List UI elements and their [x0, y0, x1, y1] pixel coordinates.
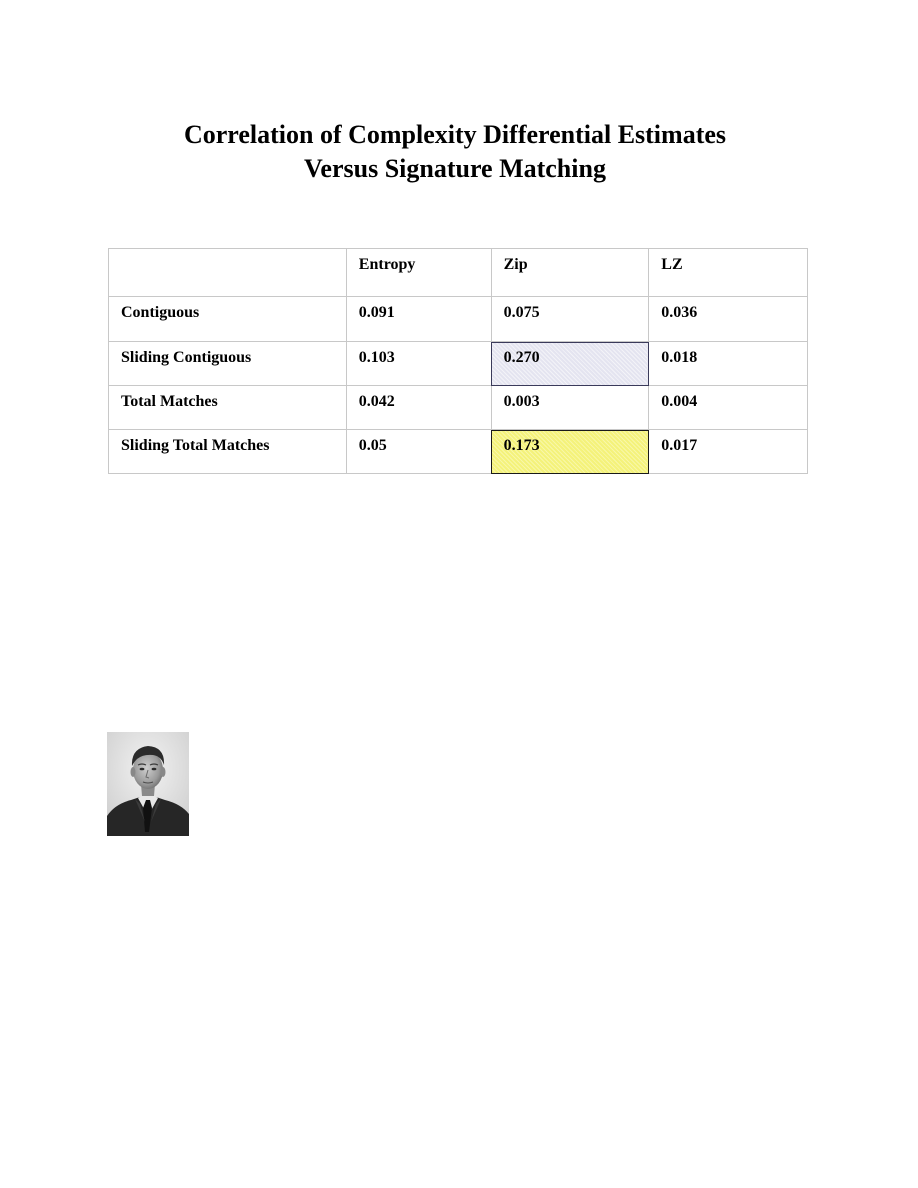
row-label: Contiguous [109, 297, 347, 342]
cell-lz: 0.036 [649, 297, 808, 342]
header-cell-empty [109, 249, 347, 297]
cell-lz: 0.017 [649, 430, 808, 474]
table-row [109, 430, 808, 474]
row-label: Sliding Contiguous [109, 342, 347, 386]
cell-entropy: 0.103 [346, 342, 491, 386]
cell-entropy: 0.05 [346, 430, 491, 474]
cell-zip-highlighted: 0.270 [491, 342, 649, 386]
row-label: Sliding Total Matches [109, 430, 347, 474]
table-row [109, 297, 808, 342]
cell-lz: 0.004 [649, 386, 808, 430]
row-label: Total Matches [109, 386, 347, 430]
title-line-1: Correlation of Complexity Differential Estimates [183, 120, 727, 149]
correlation-table [108, 248, 808, 474]
portrait-image [107, 732, 189, 836]
cell-zip-highlighted: 0.173 [491, 430, 649, 474]
cell-lz: 0.018 [649, 342, 808, 386]
cell-entropy: 0.091 [346, 297, 491, 342]
title-line-2: Versus Signature Matching [304, 154, 606, 183]
table-row [109, 386, 808, 430]
author-portrait-photo [107, 732, 189, 836]
cell-zip: 0.003 [491, 386, 649, 430]
header-cell-entropy: Entropy [346, 249, 491, 297]
table-row [109, 342, 808, 386]
cell-zip: 0.075 [491, 297, 649, 342]
header-cell-lz: LZ [649, 249, 808, 297]
table-header-row [109, 249, 808, 297]
cell-entropy: 0.042 [346, 386, 491, 430]
header-cell-zip: Zip [491, 249, 649, 297]
page-title [0, 118, 910, 186]
